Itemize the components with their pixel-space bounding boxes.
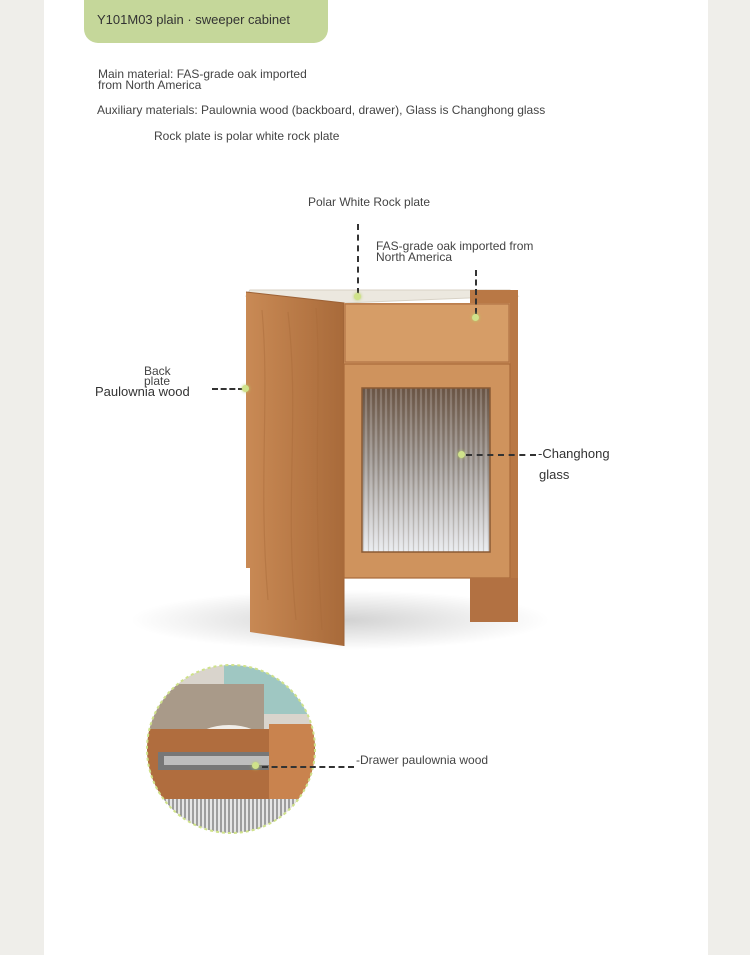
main-material-line2: from North America — [98, 78, 202, 92]
callout-back-wood: Paulownia wood — [95, 384, 190, 399]
callout-glass-line1: -Changhong — [538, 446, 610, 461]
callout-dot-glass — [458, 451, 465, 458]
callout-line-glass — [466, 454, 536, 456]
rock-plate-text: Rock plate is polar white rock plate — [154, 129, 340, 143]
callout-back-line2: plate — [144, 374, 171, 388]
auxiliary-materials: Auxiliary materials: Paulownia wood (backboard, drawer), Glass is Changhong glass — [97, 103, 546, 117]
main-material-line1: Main material: FAS-grade oak imported — [98, 67, 307, 81]
callout-line-rock — [357, 224, 359, 294]
callout-dot-back — [242, 385, 249, 392]
callout-line-back — [212, 388, 244, 390]
callout-rock-plate: Polar White Rock plate — [308, 195, 431, 209]
callout-oak-line1: FAS-grade oak imported from — [376, 239, 534, 253]
callout-line-drawer — [262, 766, 354, 768]
callout-dot-oak — [472, 314, 479, 321]
drawer-detail-photo — [144, 664, 324, 844]
callout-back-line1: Back — [144, 364, 171, 378]
callout-drawer: -Drawer paulownia wood — [356, 753, 489, 767]
callout-dot-drawer — [252, 762, 259, 769]
callout-glass-line2: glass — [539, 467, 570, 482]
product-title: Y101M03 plain · sweeper cabinet — [97, 12, 290, 27]
callout-line-oak — [475, 270, 477, 314]
callout-dot-rock — [354, 293, 361, 300]
callout-oak-line2: North America — [376, 250, 453, 264]
